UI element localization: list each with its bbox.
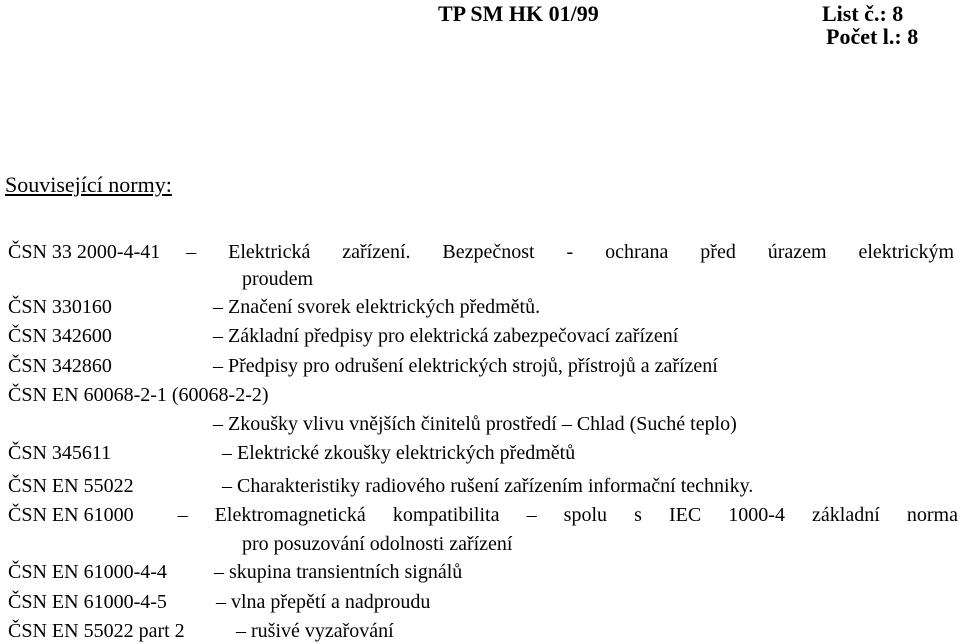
norm-description xyxy=(178,503,958,527)
page-count: Počet l.: 8 xyxy=(826,24,919,49)
document-id: TP SM HK 01/99 xyxy=(438,1,599,26)
norm-description xyxy=(186,240,954,264)
norm-code: ČSN 33 2000-4-41 xyxy=(8,241,161,263)
norm-description: – Charakteristiky radiového rušení zařízením informační techniky. xyxy=(222,475,754,497)
norm-description: – Zkoušky vlivu vnějších činitelů prostředí – Chlad (Suché teplo) xyxy=(213,413,737,435)
norm-code: ČSN EN 61000-4-5 xyxy=(8,591,167,613)
page-number: List č.: 8 xyxy=(822,1,904,26)
norm-code: ČSN 345611 xyxy=(8,442,112,464)
norm-code: ČSN 342860 xyxy=(8,355,112,377)
norm-description: – rušivé vyzařování xyxy=(236,620,394,642)
norm-description-cont: pro posuzování odolnosti zařízení xyxy=(242,533,513,555)
norm-code: ČSN EN 55022 part 2 xyxy=(8,620,185,642)
norm-item xyxy=(8,240,954,264)
norm-description-text: – Elektrická zařízení. Bezpečnost - ochrana před úrazem elektrickým xyxy=(186,241,954,263)
norm-code: ČSN 342600 xyxy=(8,325,112,347)
norm-item xyxy=(8,503,958,527)
norm-description-cont: proudem xyxy=(242,268,314,290)
norm-code: ČSN EN 61000-4-4 xyxy=(8,561,167,583)
norm-description: – Značení svorek elektrických předmětů. xyxy=(213,296,541,318)
section-title: Související normy: xyxy=(5,172,172,197)
norm-description-text: – Elektromagnetická kompatibilita – spolu s IEC 1000-4 základní norma xyxy=(177,504,958,526)
norm-description: – Předpisy pro odrušení elektrických strojů, přístrojů a zařízení xyxy=(213,355,718,377)
norm-code: ČSN EN 61000 xyxy=(8,504,134,526)
norm-code: ČSN EN 60068-2-1 (60068-2-2) xyxy=(8,384,269,406)
norm-description: – Elektrické zkoušky elektrických předmětů xyxy=(222,442,576,464)
norm-description: – Základní předpisy pro elektrická zabezpečovací zařízení xyxy=(213,325,679,347)
norm-description: – vlna přepětí a nadproudu xyxy=(216,591,431,613)
norm-description: – skupina transientních signálů xyxy=(214,561,463,583)
norm-code: ČSN 330160 xyxy=(8,296,112,318)
norm-code: ČSN EN 55022 xyxy=(8,475,134,497)
